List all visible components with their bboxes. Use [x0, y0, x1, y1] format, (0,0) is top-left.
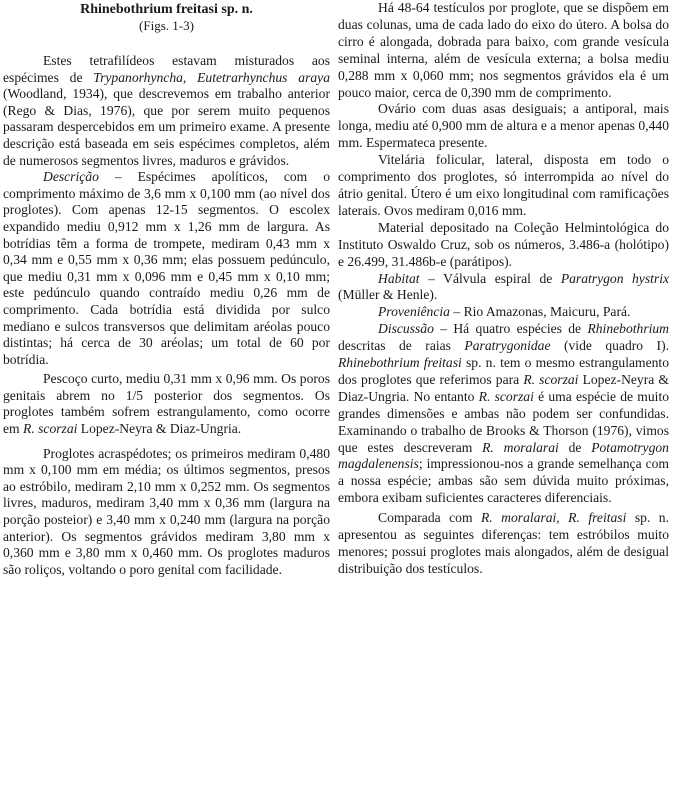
- vitellaria-paragraph: Vitelária folicular, lateral, disposta em todo o comprimento dos proglotes, só interrompida ao nível do átrio genital. Útero é um eixo longitudinal com ramificações laterais. Ovos mediram 0,016 mm.: [338, 152, 669, 218]
- section-title: [3, 1, 330, 18]
- provenance-paragraph: Proveniência – Rio Amazonas, Maicuru, Pará.: [378, 304, 631, 320]
- ovary-paragraph: Ovário com duas asas desiguais; a antiporal, mais longa, mediu até 0,900 mm de altura e a menor apenas 0,440 mm. Espermateca presente.: [338, 101, 669, 151]
- testes-paragraph: Há 48-64 testículos por proglote, que se dispõem em duas colunas, uma de cada lado do eixo do útero. A bolsa do cirro é alongada, dobrada para baixo, com grande vesícula seminal interna, além de vesícula externa; a bolsa mediu 0,288 mm x 0,060 mm; nos segmentos grávidos ela é um pouco maior, cerca de 0,390 mm de comprimento.: [338, 0, 669, 100]
- right-column: [338, 0, 669, 578]
- provenance-label: Proveniência: [378, 304, 450, 320]
- neck-paragraph: Pescoço curto, mediu 0,31 mm x 0,96 mm. Os poros genitais abrem no 1/5 posterior dos segmentos. Os proglotes também sofrem estrangulamento, como ocorre em R. scorzai Lopez-Neyra & Diaz-Ungria.: [3, 371, 330, 437]
- comparison-paragraph: Comparada com R. moralarai, R. freitasi sp. n. apresentou as seguintes diferenças: tem estróbilos muito menores; possui proglotes mais alongados, além de desigual distribuição dos testículos.: [338, 510, 669, 576]
- habitat-label: Habitat: [378, 270, 420, 286]
- discussion-paragraph: Discussão – Há quatro espécies de Rhinebothrium descritas de raias Paratrygonidae (vide quadro I). Rhinebothrium freitasi sp. n. tem o mesmo estrangulamento dos proglotes que referimos para R. scorzai Lopez-Neyra & Diaz-Ungria. No entanto R. scorzai é uma espécie de muito grandes dimensões e ambas não podem ser confundidas. Examinando o trabalho de Brooks & Thorson (1976), vimos que estes descreveram R. moralarai de Potamotrygon magdalenensis; impressionou-nos a grande semelhança com a nossa espécie; ambas são sem dúvida muito próximas, embora exibam suficientes caracteres diferenciais.: [338, 321, 670, 506]
- description-paragraph: Descrição – Espécimes apolíticos, com o comprimento máximo de 3,6 mm x 0,100 mm (ao nível dos proglotes). Com apenas 12-15 segmentos. O escolex expandido mediu 0,912 mm x 1,26 mm de largura. As botrídias têm a forma de trompete, mediram 0,43 mm x 0,34 mm e 0,55 mm x 0,36 mm; elas possuem pedúnculo, que mediu 0,31 mm x 0,096 mm e 0,45 mm x 0,10 mm; este pedúnculo quando contraído mediu 0,26 mm de comprimento. Cada botrídia está dividida por sulco mediano e sulcos transversos que delimitam aréolas pouco distintas; há cerca de 30 aréolas; um total de 60 por botrídia.: [3, 169, 330, 367]
- title-suffix: sp. n.: [221, 2, 253, 17]
- proglottids-paragraph: Proglotes acraspédotes; os primeiros mediram 0,480 mm x 0,100 mm em média; os últimos segmentos, presos ao estróbilo, mediram 2,10 mm x 0,252 mm. Os segmentos livres, maduros, mediram 3,40 mm x 0,36 mm (largura na porção posteior) e 3,40 mm x 0,240 mm (largura na porção anterior). Os segmentos grávidos mediram 3,80 mm x 0,360 mm e 3,80 mm x 0,460 mm. Os proglotes maduros são roliços, voltando o poro genital com facilidade.: [3, 445, 330, 577]
- left-column: [3, 0, 330, 578]
- description-label: Descrição: [43, 169, 99, 185]
- title-species: Rhinebothrium freitasi: [80, 2, 218, 17]
- intro-paragraph: Estes tetrafilídeos estavam misturados aos espécimes de Trypanorhyncha, Eutetrarhynchus araya (Woodland, 1934), que descrevemos em trabalho anterior (Rego & Dias, 1976), que por serem muito pequenos passaram despercebidos em um primeiro exame. A presente descrição está baseada em seis espécimes completos, além de numerosos segmentos livres, maduros e grávidos.: [3, 53, 330, 168]
- material-paragraph: Material depositado na Coleção Helmintológica do Instituto Oswaldo Cruz, sob os números, 3.486-a (holótipo) e 26.499, 31.486b-e (parátipos).: [338, 219, 669, 269]
- figure-reference: (Figs. 1-3): [139, 18, 194, 33]
- discussion-label: Discussão: [378, 321, 434, 337]
- habitat-paragraph: Habitat – Válvula espiral de Paratrygon hystrix (Müller & Henle).: [338, 270, 670, 303]
